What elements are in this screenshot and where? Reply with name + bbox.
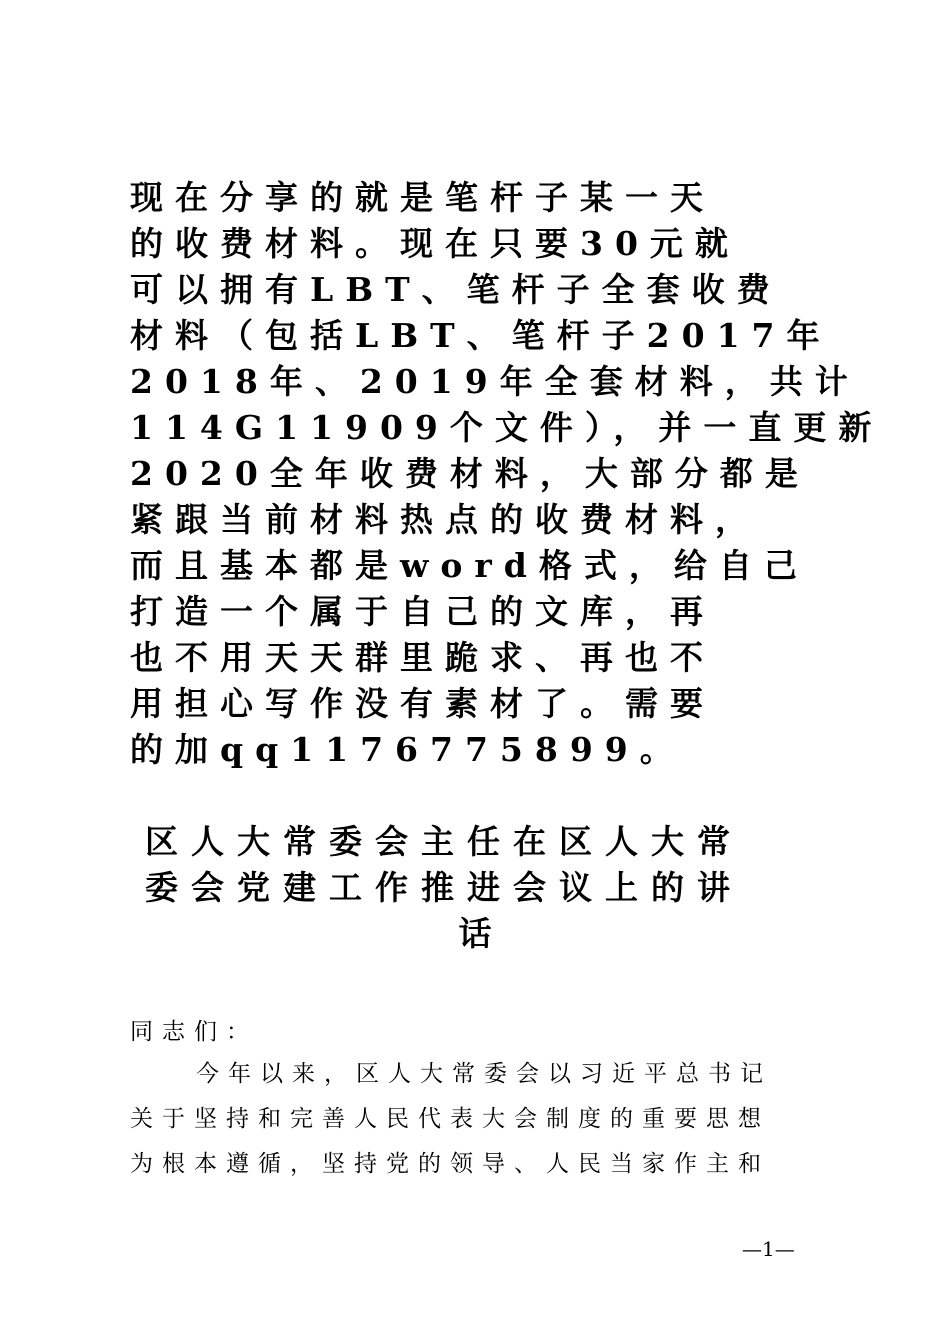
promo-line: 2020全年收费材料，大部分都是 [130,454,810,493]
promo-line: 现在分享的就是笔杆子某一天 [130,178,715,217]
title-line: 区人大常委会主任在区人大常 [145,822,743,861]
promo-line: 可以拥有LBT、笔杆子全套收费 [130,270,782,309]
promo-line: 114G11909个文件），并一直更新 [130,408,884,447]
promo-line: 也不用天天群里跪求、再也不 [130,638,715,677]
promo-line: 的收费材料。现在只要30元就 [130,224,740,263]
salutation: 同志们： [130,1019,258,1045]
body-line: 今年以来，区人大常委会以习近平总书记 [196,1061,772,1087]
body-line: 关于坚持和完善人民代表大会制度的重要思想 [130,1106,770,1132]
promo-line: 的加qq1176775899。 [130,730,685,769]
promo-line: 紧跟当前材料热点的收费材料， [130,500,760,539]
title-line: 委会党建工作推进会议上的讲 [145,868,743,907]
promo-line: 用担心写作没有素材了。需要 [130,684,715,723]
promo-line: 打造一个属于自己的文库，再 [130,592,715,631]
promo-line: 2018年、2019年全套材料，共计 [130,362,860,401]
page-number: —1— [742,1237,795,1261]
promo-line: 而且基本都是word格式，给自己 [130,546,809,585]
body-line: 为根本遵循，坚持党的领导、人民当家作主和 [130,1151,770,1177]
title-line: 话 [458,914,492,953]
promo-line: 材料（包括LBT、笔杆子2017年 [130,316,832,355]
